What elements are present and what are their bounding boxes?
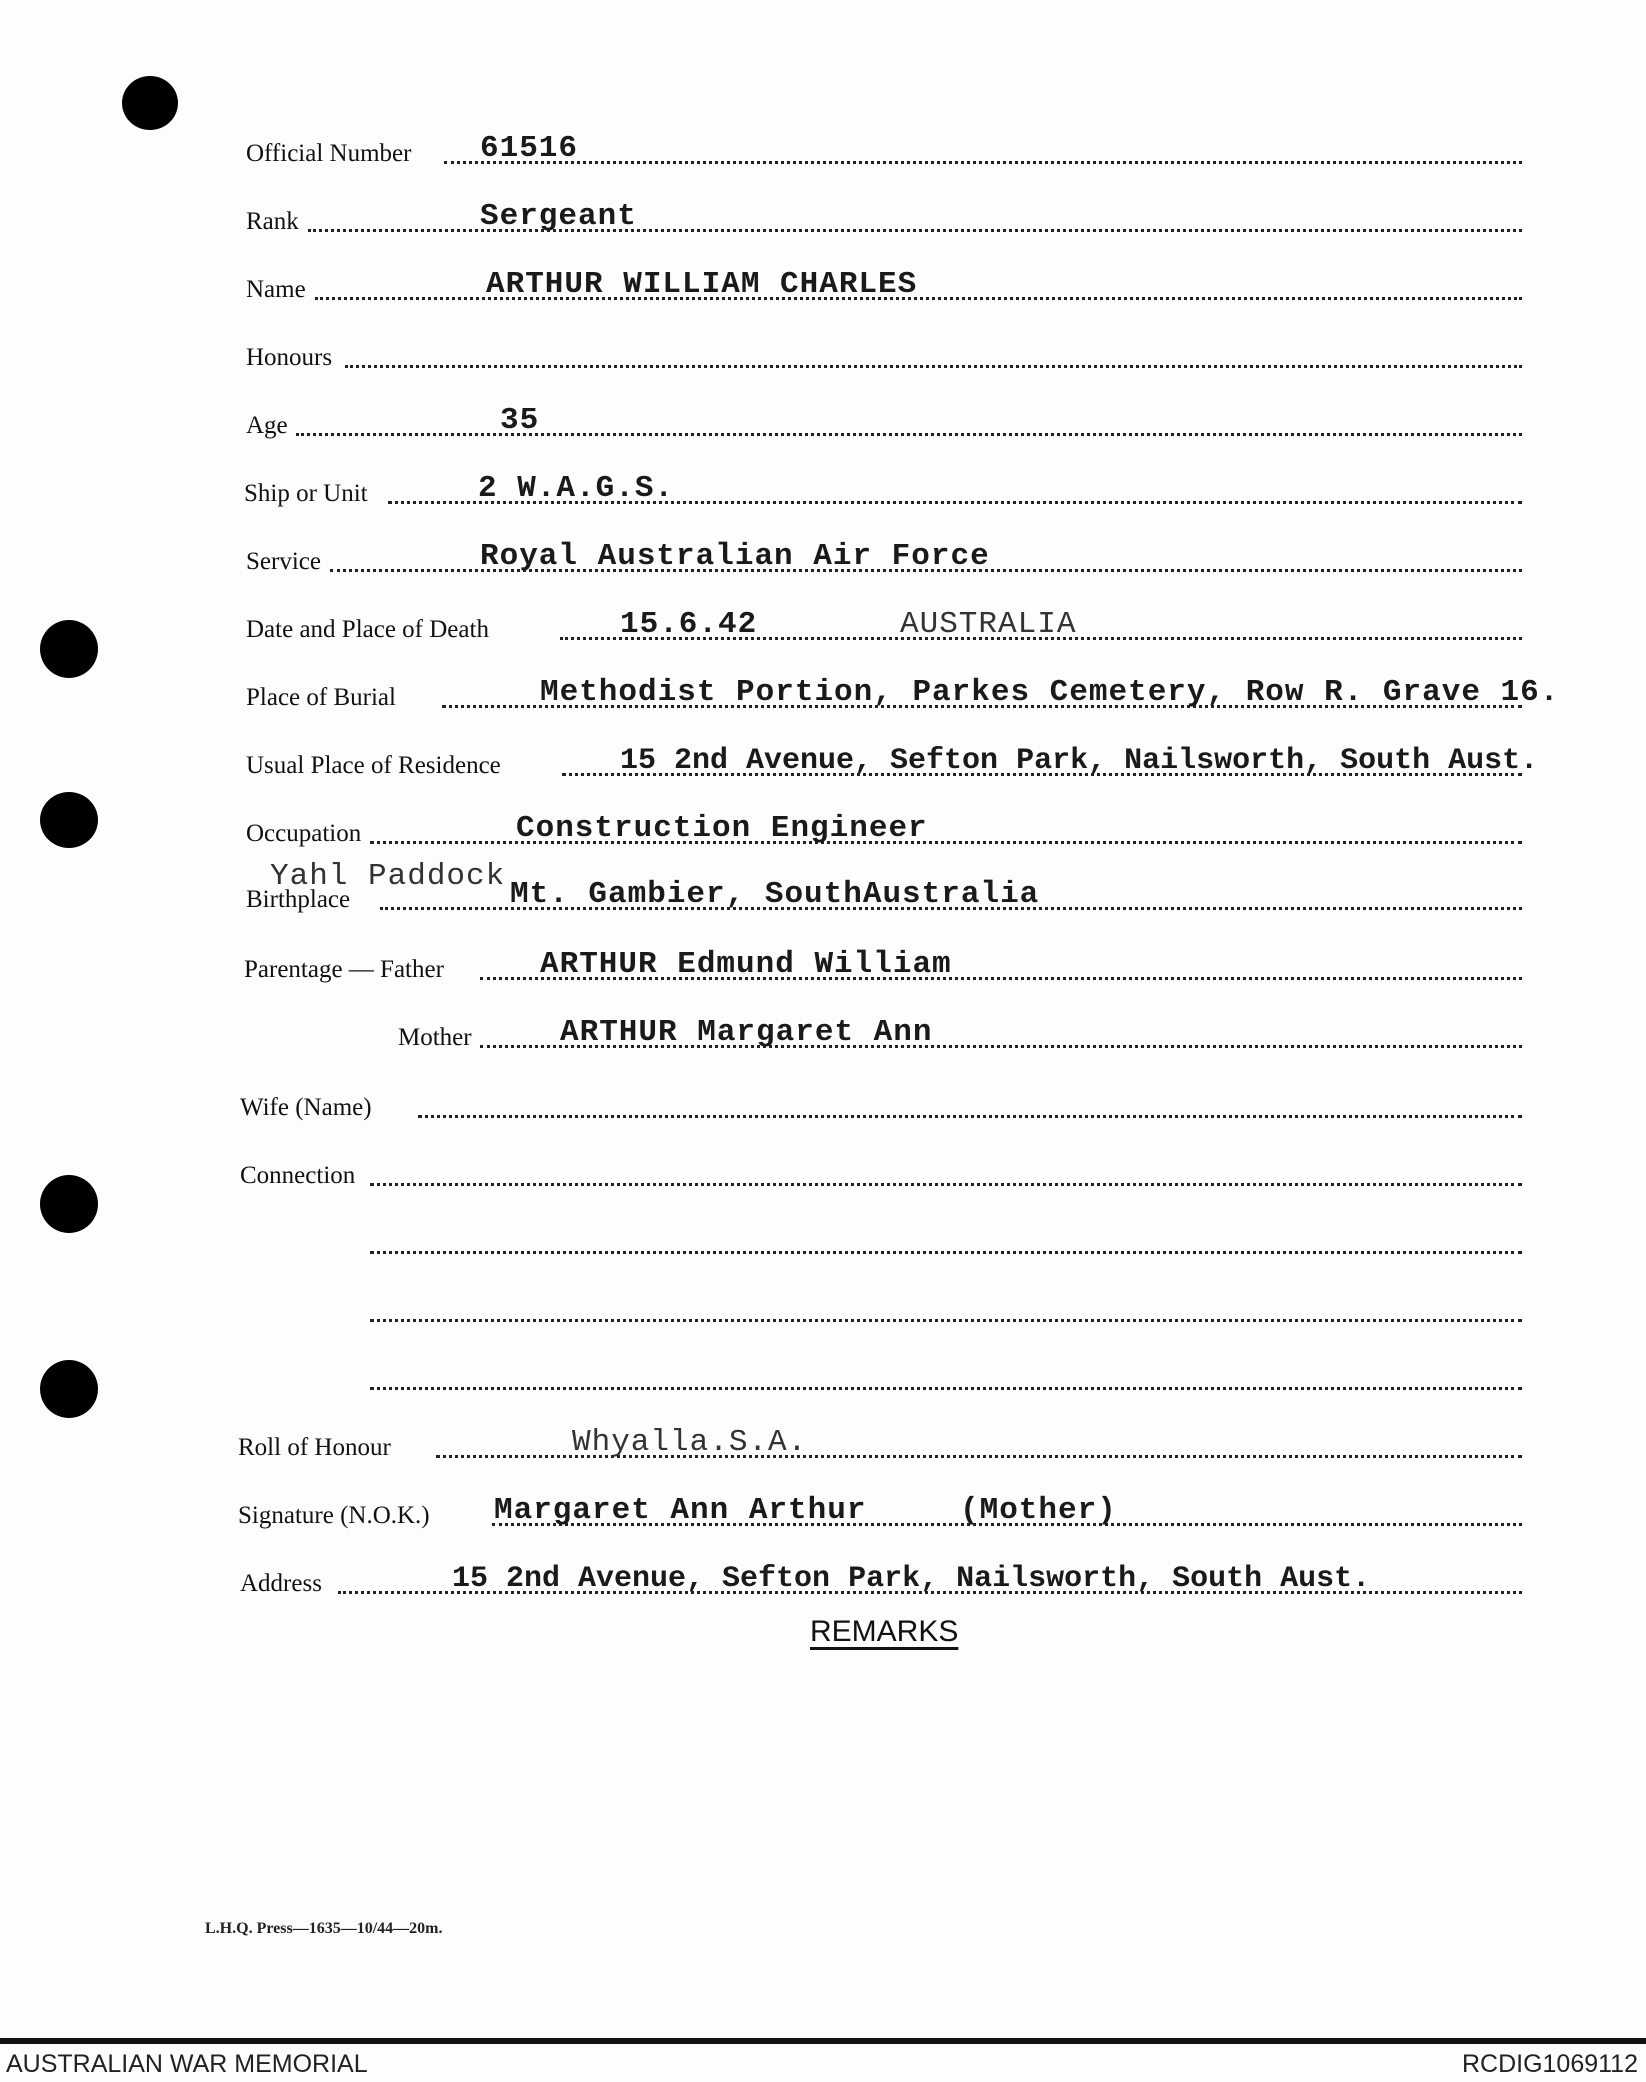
rank-label: Rank bbox=[246, 208, 299, 235]
honours-label: Honours bbox=[246, 344, 333, 371]
connection-label: Connection bbox=[240, 1162, 356, 1189]
address-label: Address bbox=[240, 1570, 322, 1597]
address-value: 15 2nd Avenue, Sefton Park, Nailsworth, South Aust. bbox=[452, 1562, 1371, 1596]
ship-or-unit-value: 2 W.A.G.S. bbox=[478, 471, 675, 506]
remarks-heading: REMARKS bbox=[810, 1615, 959, 1648]
mother-label: Mother bbox=[398, 1024, 472, 1051]
age-value: 35 bbox=[500, 403, 540, 438]
press-note: L.H.Q. Press—1635—10/44—20m. bbox=[205, 1920, 443, 1937]
dotted-line bbox=[345, 365, 1522, 368]
burial-label: Place of Burial bbox=[246, 684, 396, 711]
service-label: Service bbox=[246, 548, 321, 575]
dotted-line bbox=[370, 1319, 1522, 1322]
signature-name-value: Margaret Ann Arthur bbox=[494, 1493, 867, 1528]
dotted-line bbox=[296, 433, 1522, 436]
death-place-value: AUSTRALIA bbox=[900, 607, 1077, 642]
footer-divider bbox=[0, 2038, 1646, 2044]
name-label: Name bbox=[246, 276, 306, 303]
death-label: Date and Place of Death bbox=[246, 616, 489, 643]
birthplace-label: Birthplace bbox=[246, 886, 351, 913]
official-number-value: 61516 bbox=[480, 131, 579, 166]
residence-label: Usual Place of Residence bbox=[246, 752, 501, 779]
punch-hole bbox=[122, 76, 178, 130]
father-value: ARTHUR Edmund William bbox=[540, 947, 952, 982]
birthplace-annotation: Yahl Paddock bbox=[270, 859, 506, 894]
occupation-label: Occupation bbox=[246, 820, 362, 847]
dotted-line bbox=[370, 1387, 1522, 1390]
dotted-line bbox=[370, 1183, 1522, 1186]
wife-label: Wife (Name) bbox=[240, 1094, 372, 1121]
signature-label: Signature (N.O.K.) bbox=[238, 1502, 430, 1529]
age-label: Age bbox=[246, 412, 288, 439]
rank-value: Sergeant bbox=[480, 199, 637, 234]
dotted-line bbox=[444, 161, 1522, 164]
name-value: ARTHUR WILLIAM CHARLES bbox=[486, 267, 918, 302]
roll-of-honour-label: Roll of Honour bbox=[238, 1434, 391, 1461]
mother-value: ARTHUR Margaret Ann bbox=[560, 1015, 933, 1050]
punch-hole bbox=[40, 792, 98, 848]
service-value: Royal Australian Air Force bbox=[480, 539, 990, 574]
roll-of-honour-value: Whyalla.S.A. bbox=[572, 1425, 808, 1460]
punch-hole bbox=[40, 1360, 98, 1418]
residence-value: 15 2nd Avenue, Sefton Park, Nailsworth, South Aust. bbox=[620, 744, 1539, 778]
father-label: Parentage — Father bbox=[244, 956, 444, 983]
footer-record-id: RCDIG1069112 bbox=[1461, 2050, 1638, 2078]
dotted-line bbox=[370, 1251, 1522, 1254]
punch-hole bbox=[40, 620, 98, 678]
occupation-value: Construction Engineer bbox=[516, 811, 928, 846]
burial-value: Methodist Portion, Parkes Cemetery, Row R. Grave 16. bbox=[540, 675, 1560, 710]
birthplace-value: Mt. Gambier, SouthAustralia bbox=[510, 877, 1040, 912]
ship-or-unit-label: Ship or Unit bbox=[244, 480, 368, 507]
punch-hole bbox=[40, 1175, 98, 1233]
footer-institution: AUSTRALIAN WAR MEMORIAL bbox=[6, 2050, 368, 2078]
dotted-line bbox=[418, 1115, 1522, 1118]
official-number-label: Official Number bbox=[246, 140, 412, 167]
death-date-value: 15.6.42 bbox=[620, 607, 758, 642]
signature-relation-value: (Mother) bbox=[960, 1493, 1117, 1528]
